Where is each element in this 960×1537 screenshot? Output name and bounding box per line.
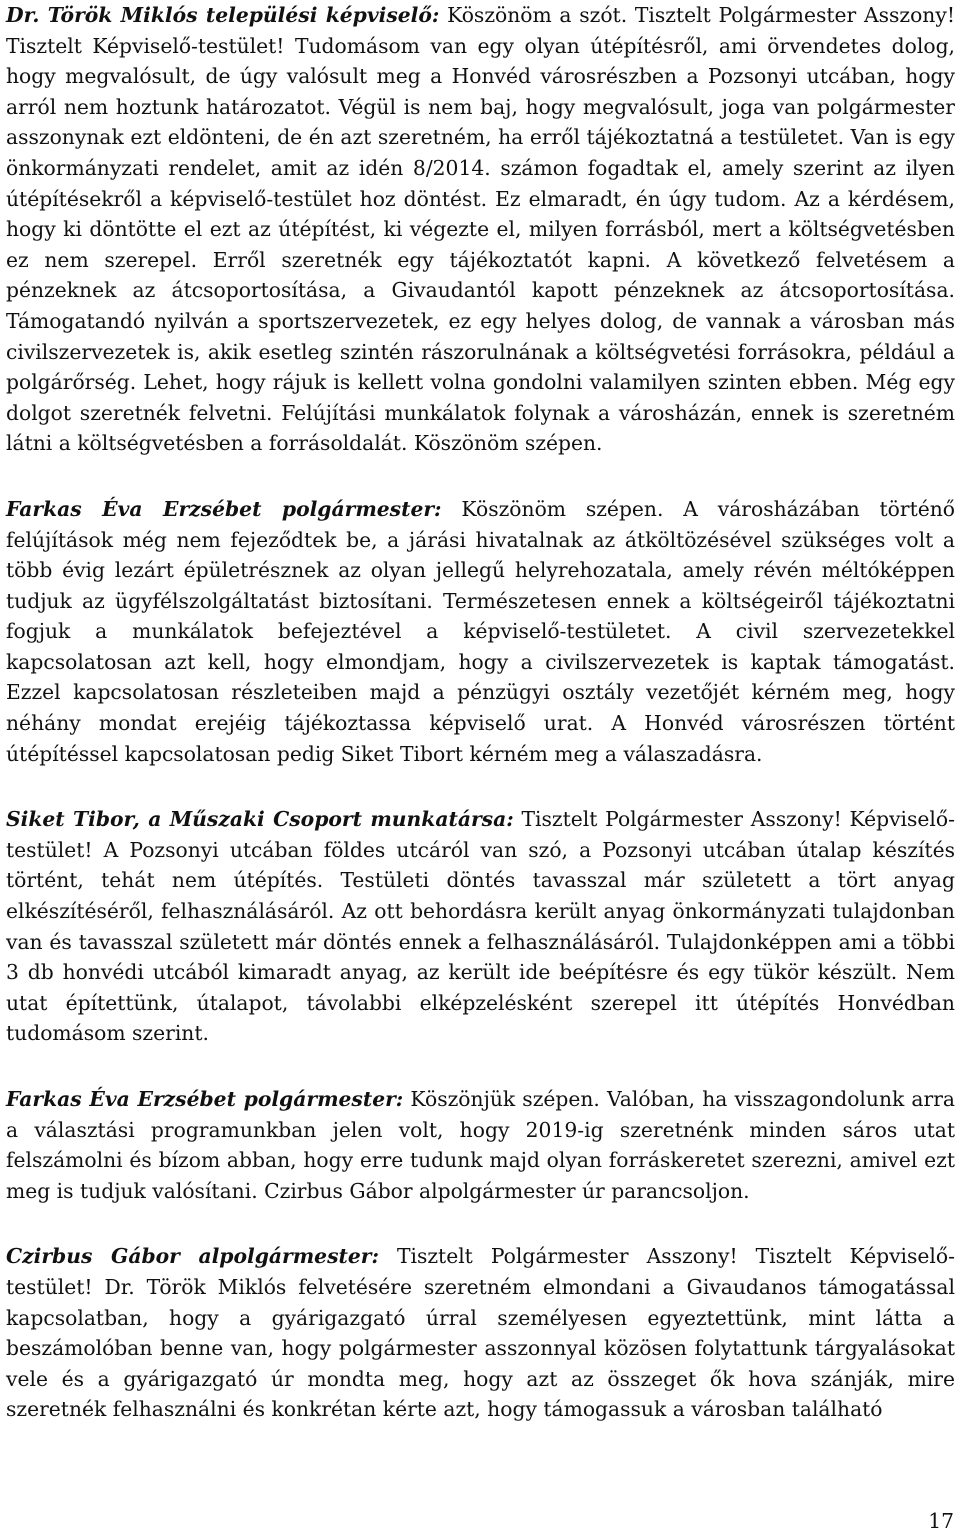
paragraph-farkas-1: [6, 494, 955, 769]
speaker-name: Farkas Éva Erzsébet polgármester:: [6, 1087, 404, 1111]
paragraph-farkas-2: [6, 1084, 955, 1206]
speaker-name: Czirbus Gábor alpolgármester:: [6, 1244, 379, 1269]
paragraph-text: Köszönjük szépen. Valóban, ha visszagondolunk arra a választási programunkban jelen volt, hogy 2019-ig szeretnénk minden sáros utat felszámolni és bízom abban, hogy erre tudunk majd olyan forráskeretet szerezni, amivel ezt meg is tudjuk valósítani. Czirbus Gábor alpolgármester úr parancsoljon.: [6, 1087, 955, 1203]
speaker-name: Siket Tibor, a Műszaki Csoport munkatársa:: [6, 807, 514, 832]
document-body: [6, 0, 955, 1425]
paragraph-czirbus: [6, 1241, 955, 1425]
paragraph-text: Köszönöm a szót. Tisztelt Polgármester Asszony! Tisztelt Képviselő-testület! Tudomásom van egy olyan útépítésről, ami örvendetes dolog, hogy megvalósult, de úgy valósult meg a Honvéd városrészben a Pozsonyi utcában, hogy arról nem hoztunk határozatot. Végül is nem baj, hogy megvalósult, joga van polgármester asszonynak ezt eldönteni, de én azt szeretném, ha erről tájékoztatná a testületet. Van is egy önkormányzati rendelet, amit az idén 8/2014. számon fogadtak el, amely szerint az ilyen útépítésekről a képviselő-testület hoz döntést. Ez elmaradt, én úgy tudom. Az a kérdésem, hogy ki döntötte el ezt az útépítést, ki végezte el, milyen forrásból, mert a költségvetésben ez nem szerepel. Erről szeretnék egy tájékoztatót kapni. A következő felvetésem a pénzeknek az átcsoportosítása, a Givaudantól kapott pénzeknek az átcsoportosítása. Támogatandó nyilván a sportszervezetek, ez egy helyes dolog, de vannak a városban más civilszervezetek is, akik esetleg szintén rászorulnának a költségvetési forrásokra, például a polgárőrség. Lehet, hogy rájuk is kellett volna gondolni valamilyen szinten ebben. Még egy dolgot szeretnék felvetni. Felújítási munkálatok folynak a városházán, ennek is szeretném látni a költségvetésben a forrásoldalát. Köszönöm szépen.: [6, 3, 955, 456]
page-number: 17: [928, 1509, 954, 1533]
paragraph-text: Köszönöm szépen. A városházában történő felújítások még nem fejeződtek be, a járási hivatalnak az átköltözésével szükséges volt a több évig lezárt épületrésznek az olyan jellegű helyrehozatala, amely révén méltóképpen tudjuk az ügyfélszolgáltatást biztosítani. Természetesen ennek a költségeiről tájékoztatni fogjuk a munkálatok befejeztével a képviselő-testületet. A civil szervezetekkel kapcsolatosan azt kell, hogy elmondjam, hogy a civilszervezetek is kaptak támogatást. Ezzel kapcsolatosan részleteiben majd a pénzügyi osztály vezetőjét kérném meg, hogy néhány mondat erejéig tájékoztassa képviselő urat. A Honvéd városrészen történt útépítéssel kapcsolatosan pedig Siket Tibort kérném meg a válaszadásra.: [6, 496, 955, 766]
speaker-name: Farkas Éva Erzsébet polgármester:: [6, 496, 442, 521]
speaker-name: Dr. Török Miklós települési képviselő:: [6, 3, 440, 27]
paragraph-text: Tisztelt Polgármester Asszony! Képviselő-testület! A Pozsonyi utcában földes utcáról van szó, a Pozsonyi utcában útalap készítés történt, tehát nem útépítés. Testületi döntés tavasszal már született a tört anyag elkészítéséről, felhasználásáról. Az ott behordásra került anyag önkormányzati tulajdonban van és tavasszal született már döntés ennek a felhasználásáról. Tulajdonképpen ami a többi 3 db honvédi utcából kimaradt anyag, az került ide beépítésre és egy tükör készült. Nem utat építettünk, útalapot, távolabbi elképzelésként szerepel itt útépítés Honvédban tudomásom szerint.: [6, 807, 955, 1046]
paragraph-text: Tisztelt Polgármester Asszony! Tisztelt Képviselő-testület! Dr. Török Miklós felvetésére szeretném elmondani a Givaudanos támogatással kapcsolatban, hogy a gyárigazgató úrral személyesen egyeztettünk, mint látta a beszámolóban benne van, hogy polgármester asszonnyal közösen folytattunk tárgyalásokat vele és a gyárigazgató úr mondta meg, hogy azt az összeget ők hova szánják, mire szeretnék felhasználni és konkrétan kérte azt, hogy támogassuk a városban található: [6, 1244, 955, 1422]
paragraph-torok: [6, 0, 955, 459]
paragraph-siket: [6, 804, 955, 1049]
